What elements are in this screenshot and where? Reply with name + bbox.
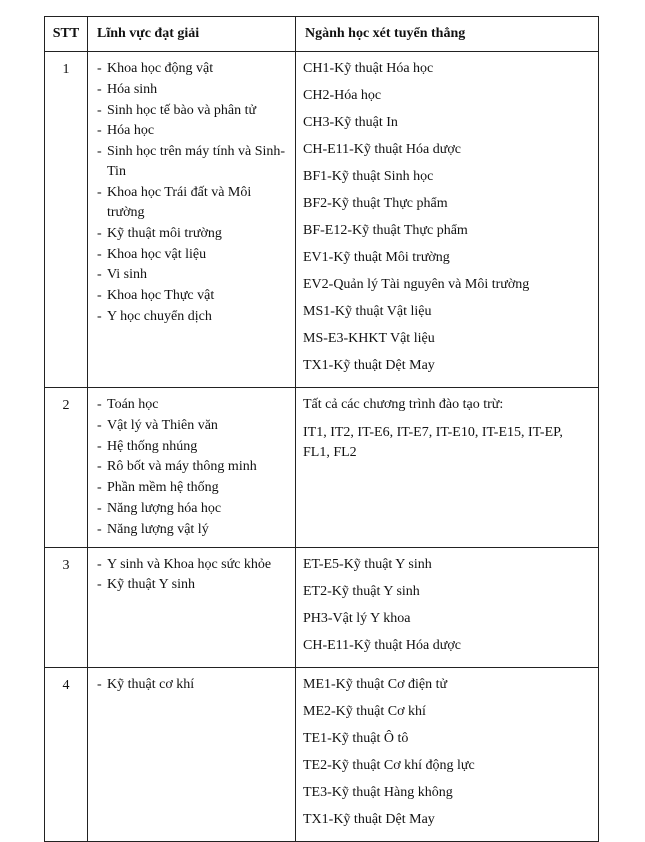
list-item: - Phần mềm hệ thống [97,480,219,496]
exclusion-note: Tất cả các chương trình đào tạo trừ: [303,397,504,412]
table-row [45,52,599,388]
row-number: 2 [45,388,88,548]
major-cell [296,52,599,388]
field-cell [88,52,296,388]
list-item: - Khoa học vật liệu [97,246,207,262]
header-stt: STT [45,17,88,52]
list-item: - Vật lý và Thiên văn [97,417,218,433]
excluded-programs: IT1, IT2, IT-E6, IT-E7, IT-E10, IT-E15, IT-EP, FL1, FL2 [303,425,563,460]
table-row [45,667,599,841]
list-item: - Khoa học Trái đất và Môi trường [97,184,252,220]
major-item: CH2-Hóa học [303,88,382,103]
header-field: Lĩnh vực đạt giải [88,17,296,52]
field-list [97,395,291,540]
major-item: MS1-Kỹ thuật Vật liệu [303,304,432,319]
major-item: TE2-Kỹ thuật Cơ khí động lực [303,757,475,773]
major-item: BF-E12-Kỹ thuật Thực phẩm [303,223,468,238]
admission-table [44,16,599,842]
field-list [97,59,291,327]
major-item: CH-E11-Kỹ thuật Hóa dược [303,142,461,157]
major-item: TE3-Kỹ thuật Hàng không [303,784,453,800]
list-item: - Kỹ thuật cơ khí [97,676,195,692]
major-item: TX1-Kỹ thuật Dệt May [303,811,435,827]
list-item: - Năng lượng vật lý [97,521,209,537]
major-item: CH1-Kỹ thuật Hóa học [303,61,434,76]
major-item: ME1-Kỹ thuật Cơ điện tử [303,676,448,692]
list-item: - Kỹ thuật Y sinh [97,577,196,593]
major-item: BF1-Kỹ thuật Sinh học [303,169,434,184]
list-item: - Hóa học [97,123,155,139]
major-cell [296,388,599,548]
major-item: CH-E11-Kỹ thuật Hóa dược [303,637,461,653]
header-major: Ngành học xét tuyển thẳng [296,17,599,52]
major-item: ET-E5-Kỹ thuật Y sinh [303,556,432,572]
row-number: 3 [45,547,88,667]
table-row [45,388,599,548]
major-item: BF2-Kỹ thuật Thực phẩm [303,196,448,211]
major-item: PH3-Vật lý Y khoa [303,610,411,626]
list-item: - Năng lượng hóa học [97,500,222,516]
list-item: - Hóa sinh [97,81,158,97]
table-row [45,547,599,667]
row-number: 4 [45,667,88,841]
major-item: CH3-Kỹ thuật In [303,115,398,130]
list-item: - Khoa học động vật [97,61,214,76]
field-cell [88,667,296,841]
list-item: - Sinh học tế bào và phân tử [97,102,257,118]
major-cell [296,547,599,667]
list-item: - Vi sinh [97,267,147,283]
major-item: TX1-Kỹ thuật Dệt May [303,358,435,373]
list-item: - Y học chuyển dịch [97,308,212,324]
row-number: 1 [45,52,88,388]
major-cell [296,667,599,841]
field-list [97,555,291,596]
header-row [45,17,599,52]
major-item: ET2-Kỹ thuật Y sinh [303,583,420,599]
field-cell [88,547,296,667]
list-item: - Sinh học trên máy tính và Sinh-Tin [97,144,286,180]
list-item: - Kỹ thuật môi trường [97,225,222,241]
major-item: ME2-Kỹ thuật Cơ khí [303,703,426,719]
list-item: - Khoa học Thực vật [97,288,215,304]
list-item: - Toán học [97,397,159,412]
field-cell [88,388,296,548]
major-item: EV1-Kỹ thuật Môi trường [303,250,450,265]
list-item: - Rô bốt và máy thông minh [97,459,257,475]
major-item: MS-E3-KHKT Vật liệu [303,331,435,346]
major-item: TE1-Kỹ thuật Ô tô [303,730,409,746]
list-item: - Hệ thống nhúng [97,438,198,454]
list-item: - Y sinh và Khoa học sức khỏe [97,556,272,572]
major-item: EV2-Quản lý Tài nguyên và Môi trường [303,277,530,292]
field-list [97,675,291,695]
